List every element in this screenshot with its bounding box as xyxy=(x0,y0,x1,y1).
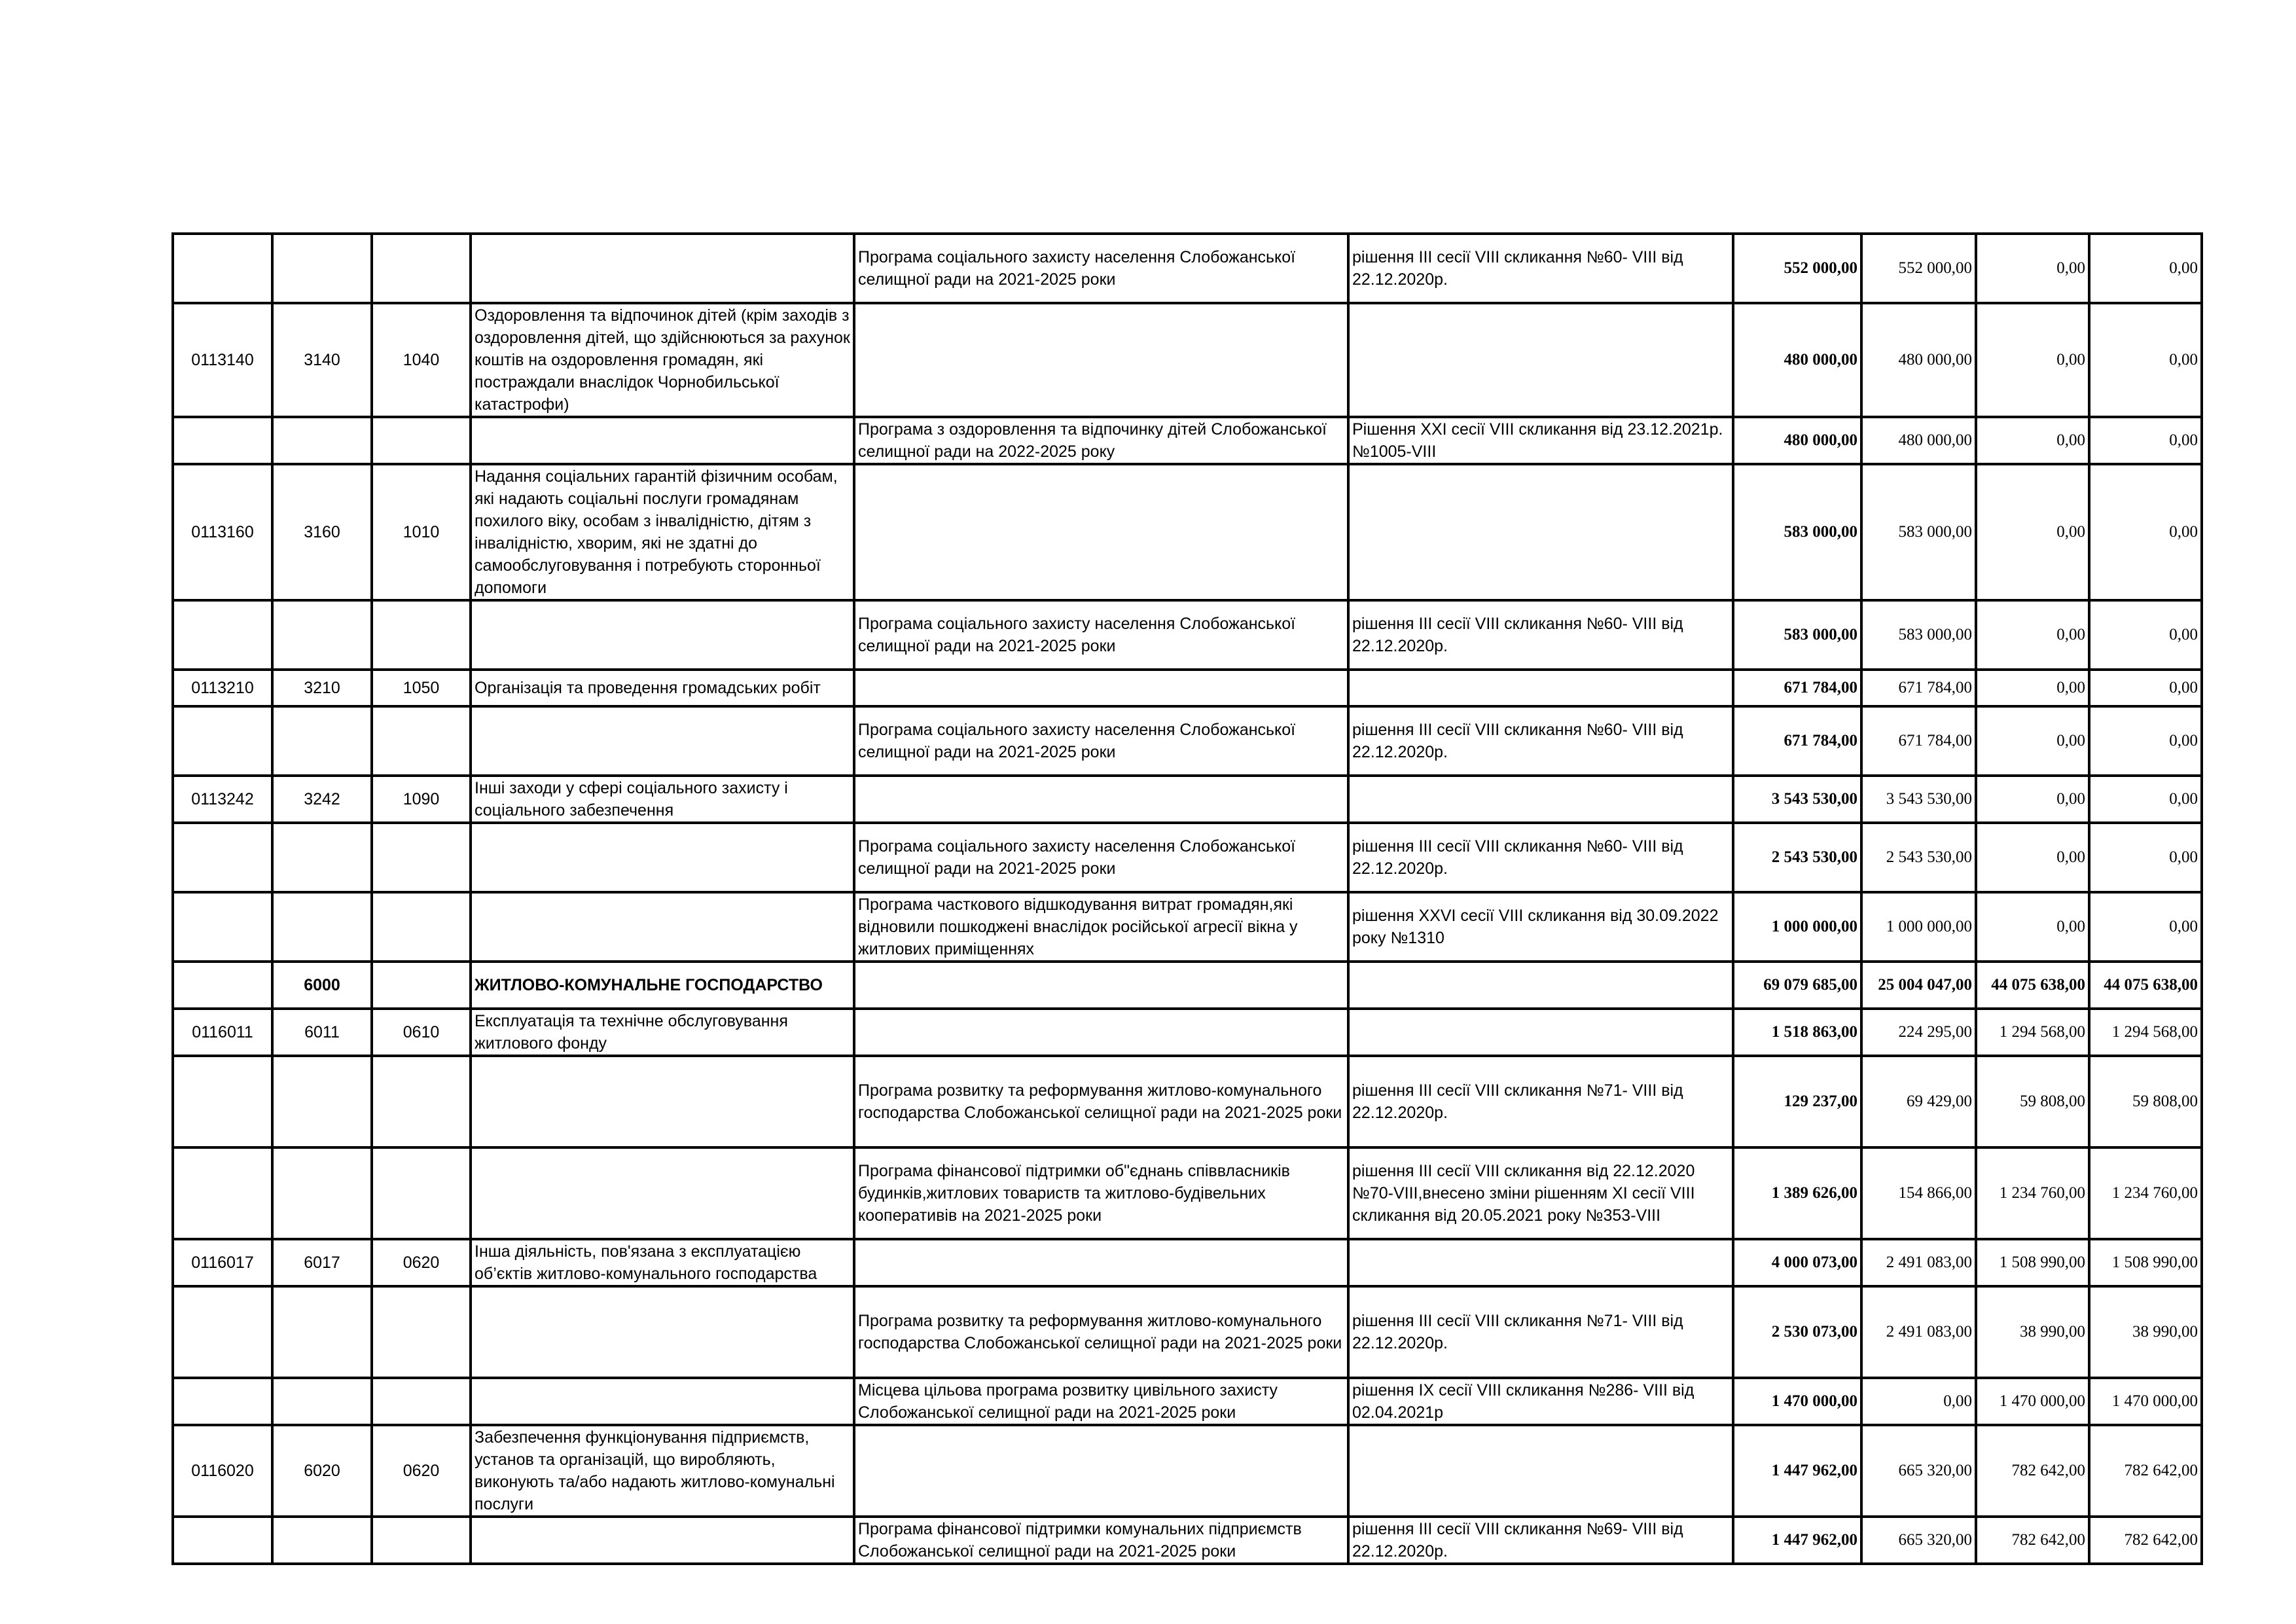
special-fund-cell: 0,00 xyxy=(1976,823,2089,892)
typical-program-code-cell xyxy=(272,417,372,464)
total-amount-cell: 69 079 685,00 xyxy=(1733,962,1861,1009)
approval-decision-cell: Рішення ХХІ сесії VIII скликання від 23.12.2021р. №1005-VIII xyxy=(1348,417,1733,464)
program-code-cell xyxy=(173,962,272,1009)
function-code-cell xyxy=(372,1286,471,1378)
special-fund-cell: 1 508 990,00 xyxy=(1976,1239,2089,1286)
function-code-cell xyxy=(372,1056,471,1147)
typical-program-code-cell xyxy=(272,1056,372,1147)
program-name-cell: ЖИТЛОВО-КОМУНАЛЬНЕ ГОСПОДАРСТВО xyxy=(471,962,854,1009)
program-code-cell: 0113160 xyxy=(173,464,272,600)
total-amount-cell: 2 530 073,00 xyxy=(1733,1286,1861,1378)
function-code-cell: 1050 xyxy=(372,670,471,706)
local-program-name-cell xyxy=(854,670,1348,706)
local-program-name-cell xyxy=(854,1239,1348,1286)
special-fund-cell: 0,00 xyxy=(1976,303,2089,417)
program-name-cell: Інша діяльність, пов'язана з експлуатацією об’єктів житлово-комунального господарства xyxy=(471,1239,854,1286)
function-code-cell xyxy=(372,962,471,1009)
program-name-cell xyxy=(471,600,854,670)
typical-program-code-cell xyxy=(272,600,372,670)
special-fund-cell: 59 808,00 xyxy=(1976,1056,2089,1147)
program-name-cell xyxy=(471,706,854,776)
total-amount-cell: 1 447 962,00 xyxy=(1733,1517,1861,1564)
total-amount-cell: 583 000,00 xyxy=(1733,600,1861,670)
table-row xyxy=(173,706,2202,776)
local-program-name-cell: Програма фінансової підтримки комунальних підприємств Слобожанської селищної ради на 2021-2025 роки xyxy=(854,1517,1348,1564)
local-program-name-cell xyxy=(854,303,1348,417)
general-fund-cell: 480 000,00 xyxy=(1861,417,1976,464)
typical-program-code-cell xyxy=(272,823,372,892)
typical-program-code-cell xyxy=(272,1378,372,1425)
local-program-name-cell: Програма соціального захисту населення Слобожанської селищної ради на 2021-2025 роки xyxy=(854,600,1348,670)
development-budget-cell: 0,00 xyxy=(2089,234,2202,303)
approval-decision-cell: рішення ІІІ сесії VIII скликання №60- VIII від 22.12.2020р. xyxy=(1348,234,1733,303)
function-code-cell xyxy=(372,234,471,303)
total-amount-cell: 1 447 962,00 xyxy=(1733,1425,1861,1517)
table-row xyxy=(173,670,2202,706)
function-code-cell xyxy=(372,417,471,464)
program-name-cell: Надання соціальних гарантій фізичним особам, які надають соціальні послуги громадянам похилого віку, особам з інвалідністю, дітям з інвалідністю, хворим, які не здатні до самообслуговування і потребують сторонньої допомоги xyxy=(471,464,854,600)
typical-program-code-cell xyxy=(272,892,372,962)
special-fund-cell: 0,00 xyxy=(1976,892,2089,962)
local-program-name-cell: Програма з оздоровлення та відпочинку дітей Слобожанської селищної ради на 2022-2025 року xyxy=(854,417,1348,464)
program-code-cell xyxy=(173,706,272,776)
program-code-cell xyxy=(173,600,272,670)
program-name-cell xyxy=(471,1147,854,1239)
development-budget-cell: 44 075 638,00 xyxy=(2089,962,2202,1009)
program-code-cell xyxy=(173,1378,272,1425)
local-program-name-cell: Програма розвитку та реформування житлово-комунального господарства Слобожанської селищної ради на 2021-2025 роки xyxy=(854,1056,1348,1147)
general-fund-cell: 583 000,00 xyxy=(1861,600,1976,670)
approval-decision-cell xyxy=(1348,1239,1733,1286)
function-code-cell xyxy=(372,1378,471,1425)
approval-decision-cell xyxy=(1348,670,1733,706)
local-program-name-cell xyxy=(854,776,1348,823)
typical-program-code-cell: 3140 xyxy=(272,303,372,417)
function-code-cell xyxy=(372,892,471,962)
function-code-cell: 0620 xyxy=(372,1239,471,1286)
development-budget-cell: 0,00 xyxy=(2089,600,2202,670)
typical-program-code-cell: 3210 xyxy=(272,670,372,706)
table-row xyxy=(173,464,2202,600)
budget-programs-table xyxy=(171,232,2203,1565)
special-fund-cell: 1 470 000,00 xyxy=(1976,1378,2089,1425)
development-budget-cell: 0,00 xyxy=(2089,776,2202,823)
total-amount-cell: 3 543 530,00 xyxy=(1733,776,1861,823)
total-amount-cell: 1 518 863,00 xyxy=(1733,1009,1861,1056)
development-budget-cell: 1 234 760,00 xyxy=(2089,1147,2202,1239)
approval-decision-cell: рішення ІІІ сесії VIII скликання №60- VIII від 22.12.2020р. xyxy=(1348,600,1733,670)
program-name-cell: Експлуатація та технічне обслуговування житлового фонду xyxy=(471,1009,854,1056)
general-fund-cell: 25 004 047,00 xyxy=(1861,962,1976,1009)
function-code-cell xyxy=(372,823,471,892)
special-fund-cell: 782 642,00 xyxy=(1976,1517,2089,1564)
special-fund-cell: 0,00 xyxy=(1976,776,2089,823)
general-fund-cell: 671 784,00 xyxy=(1861,670,1976,706)
general-fund-cell: 583 000,00 xyxy=(1861,464,1976,600)
table-row xyxy=(173,1378,2202,1425)
table-row xyxy=(173,1147,2202,1239)
total-amount-cell: 671 784,00 xyxy=(1733,706,1861,776)
program-code-cell xyxy=(173,1517,272,1564)
table-row xyxy=(173,1286,2202,1378)
development-budget-cell: 59 808,00 xyxy=(2089,1056,2202,1147)
special-fund-cell: 0,00 xyxy=(1976,670,2089,706)
typical-program-code-cell: 3242 xyxy=(272,776,372,823)
special-fund-cell: 44 075 638,00 xyxy=(1976,962,2089,1009)
development-budget-cell: 0,00 xyxy=(2089,892,2202,962)
function-code-cell xyxy=(372,600,471,670)
approval-decision-cell: рішення XXVI сесії VIII скликання від 30.09.2022 року №1310 xyxy=(1348,892,1733,962)
typical-program-code-cell: 6020 xyxy=(272,1425,372,1517)
program-code-cell: 0113242 xyxy=(173,776,272,823)
general-fund-cell: 480 000,00 xyxy=(1861,303,1976,417)
typical-program-code-cell xyxy=(272,1147,372,1239)
table-row xyxy=(173,1239,2202,1286)
total-amount-cell: 1 470 000,00 xyxy=(1733,1378,1861,1425)
program-name-cell xyxy=(471,823,854,892)
general-fund-cell: 2 491 083,00 xyxy=(1861,1239,1976,1286)
program-code-cell xyxy=(173,1056,272,1147)
development-budget-cell: 0,00 xyxy=(2089,303,2202,417)
total-amount-cell: 1 000 000,00 xyxy=(1733,892,1861,962)
local-program-name-cell: Програма часткового відшкодування витрат громадян,які відновили пошкоджені внаслідок російської агресії вікна у житлових приміщеннях xyxy=(854,892,1348,962)
program-name-cell xyxy=(471,1517,854,1564)
approval-decision-cell xyxy=(1348,1009,1733,1056)
typical-program-code-cell xyxy=(272,1517,372,1564)
approval-decision-cell: рішення ІІІ сесії VIII скликання №69- VIII від 22.12.2020р. xyxy=(1348,1517,1733,1564)
development-budget-cell: 0,00 xyxy=(2089,464,2202,600)
local-program-name-cell: Місцева цільова програма розвитку цивільного захисту Слобожанської селищної ради на 2021-2025 роки xyxy=(854,1378,1348,1425)
approval-decision-cell: рішення ІІІ сесії VIII скликання №60- VIII від 22.12.2020р. xyxy=(1348,823,1733,892)
program-code-cell: 0113210 xyxy=(173,670,272,706)
development-budget-cell: 782 642,00 xyxy=(2089,1425,2202,1517)
program-code-cell: 0116020 xyxy=(173,1425,272,1517)
general-fund-cell: 671 784,00 xyxy=(1861,706,1976,776)
program-name-cell xyxy=(471,1056,854,1147)
total-amount-cell: 552 000,00 xyxy=(1733,234,1861,303)
table-row xyxy=(173,1009,2202,1056)
special-fund-cell: 0,00 xyxy=(1976,600,2089,670)
special-fund-cell: 1 294 568,00 xyxy=(1976,1009,2089,1056)
special-fund-cell: 0,00 xyxy=(1976,417,2089,464)
local-program-name-cell xyxy=(854,464,1348,600)
program-name-cell xyxy=(471,234,854,303)
budget-document-page xyxy=(171,232,2200,1565)
typical-program-code-cell: 3160 xyxy=(272,464,372,600)
program-name-cell: Оздоровлення та відпочинок дітей (крім заходів з оздоровлення дітей, що здійснюються за рахунок коштів на оздоровлення громадян, які постраждали внаслідок Чорнобильської катастрофи) xyxy=(471,303,854,417)
table-row xyxy=(173,303,2202,417)
local-program-name-cell: Програма соціального захисту населення Слобожанської селищної ради на 2021-2025 роки xyxy=(854,706,1348,776)
special-fund-cell: 782 642,00 xyxy=(1976,1425,2089,1517)
total-amount-cell: 480 000,00 xyxy=(1733,417,1861,464)
function-code-cell xyxy=(372,1147,471,1239)
local-program-name-cell: Програма фінансової підтримки об"єднань співвласників будинків,житлових товариств та житлово-будівельних кооперативів на 2021-2025 роки xyxy=(854,1147,1348,1239)
table-row xyxy=(173,1425,2202,1517)
approval-decision-cell: рішення ІІІ сесії VIII скликання №71- VIII від 22.12.2020р. xyxy=(1348,1286,1733,1378)
function-code-cell: 1040 xyxy=(372,303,471,417)
program-code-cell xyxy=(173,234,272,303)
approval-decision-cell xyxy=(1348,1425,1733,1517)
function-code-cell: 0610 xyxy=(372,1009,471,1056)
typical-program-code-cell: 6017 xyxy=(272,1239,372,1286)
approval-decision-cell: рішення ІІІ сесії VIII скликання №71- VIII від 22.12.2020р. xyxy=(1348,1056,1733,1147)
table-row xyxy=(173,600,2202,670)
general-fund-cell: 0,00 xyxy=(1861,1378,1976,1425)
program-code-cell xyxy=(173,1147,272,1239)
general-fund-cell: 665 320,00 xyxy=(1861,1517,1976,1564)
total-amount-cell: 4 000 073,00 xyxy=(1733,1239,1861,1286)
general-fund-cell: 224 295,00 xyxy=(1861,1009,1976,1056)
general-fund-cell: 154 866,00 xyxy=(1861,1147,1976,1239)
table-row xyxy=(173,417,2202,464)
general-fund-cell: 69 429,00 xyxy=(1861,1056,1976,1147)
total-amount-cell: 480 000,00 xyxy=(1733,303,1861,417)
program-name-cell xyxy=(471,1286,854,1378)
table-row xyxy=(173,234,2202,303)
approval-decision-cell: рішення ІІІ сесії VIII скликання від 22.12.2020 №70-VIII,внесено зміни рішенням ХІ сесії VIII скликання від 20.05.2021 року №353-VIII xyxy=(1348,1147,1733,1239)
program-name-cell xyxy=(471,892,854,962)
program-name-cell xyxy=(471,417,854,464)
table-row xyxy=(173,892,2202,962)
local-program-name-cell: Програма соціального захисту населення Слобожанської селищної ради на 2021-2025 роки xyxy=(854,823,1348,892)
function-code-cell: 0620 xyxy=(372,1425,471,1517)
total-amount-cell: 1 389 626,00 xyxy=(1733,1147,1861,1239)
program-code-cell xyxy=(173,892,272,962)
function-code-cell xyxy=(372,706,471,776)
development-budget-cell: 1 508 990,00 xyxy=(2089,1239,2202,1286)
general-fund-cell: 552 000,00 xyxy=(1861,234,1976,303)
approval-decision-cell: рішення ІХ сесії VIII скликання №286- VIII від 02.04.2021р xyxy=(1348,1378,1733,1425)
function-code-cell: 1010 xyxy=(372,464,471,600)
typical-program-code-cell: 6011 xyxy=(272,1009,372,1056)
general-fund-cell: 3 543 530,00 xyxy=(1861,776,1976,823)
typical-program-code-cell xyxy=(272,234,372,303)
special-fund-cell: 0,00 xyxy=(1976,464,2089,600)
table-row xyxy=(173,962,2202,1009)
table-row xyxy=(173,823,2202,892)
special-fund-cell: 0,00 xyxy=(1976,234,2089,303)
total-amount-cell: 671 784,00 xyxy=(1733,670,1861,706)
program-code-cell: 0113140 xyxy=(173,303,272,417)
local-program-name-cell xyxy=(854,1425,1348,1517)
total-amount-cell: 2 543 530,00 xyxy=(1733,823,1861,892)
program-code-cell: 0116011 xyxy=(173,1009,272,1056)
typical-program-code-cell xyxy=(272,706,372,776)
general-fund-cell: 2 543 530,00 xyxy=(1861,823,1976,892)
function-code-cell xyxy=(372,1517,471,1564)
program-name-cell xyxy=(471,1378,854,1425)
development-budget-cell: 0,00 xyxy=(2089,706,2202,776)
total-amount-cell: 583 000,00 xyxy=(1733,464,1861,600)
program-code-cell xyxy=(173,823,272,892)
table-row xyxy=(173,1056,2202,1147)
program-name-cell: Інші заходи у сфері соціального захисту і соціального забезпечення xyxy=(471,776,854,823)
local-program-name-cell xyxy=(854,962,1348,1009)
table-row xyxy=(173,1517,2202,1564)
program-code-cell xyxy=(173,417,272,464)
general-fund-cell: 665 320,00 xyxy=(1861,1425,1976,1517)
function-code-cell: 1090 xyxy=(372,776,471,823)
approval-decision-cell xyxy=(1348,303,1733,417)
approval-decision-cell xyxy=(1348,776,1733,823)
special-fund-cell: 1 234 760,00 xyxy=(1976,1147,2089,1239)
table-body xyxy=(173,234,2202,1564)
development-budget-cell: 0,00 xyxy=(2089,417,2202,464)
development-budget-cell: 782 642,00 xyxy=(2089,1517,2202,1564)
approval-decision-cell xyxy=(1348,962,1733,1009)
approval-decision-cell: рішення ІІІ сесії VIII скликання №60- VIII від 22.12.2020р. xyxy=(1348,706,1733,776)
special-fund-cell: 0,00 xyxy=(1976,706,2089,776)
development-budget-cell: 0,00 xyxy=(2089,670,2202,706)
program-code-cell xyxy=(173,1286,272,1378)
total-amount-cell: 129 237,00 xyxy=(1733,1056,1861,1147)
approval-decision-cell xyxy=(1348,464,1733,600)
local-program-name-cell: Програма розвитку та реформування житлово-комунального господарства Слобожанської селищної ради на 2021-2025 роки xyxy=(854,1286,1348,1378)
typical-program-code-cell xyxy=(272,1286,372,1378)
program-name-cell: Забезпечення функціонування підприємств, установ та організацій, що виробляють, виконують та/або надають житлово-комунальні послуги xyxy=(471,1425,854,1517)
general-fund-cell: 2 491 083,00 xyxy=(1861,1286,1976,1378)
general-fund-cell: 1 000 000,00 xyxy=(1861,892,1976,962)
local-program-name-cell xyxy=(854,1009,1348,1056)
development-budget-cell: 1 294 568,00 xyxy=(2089,1009,2202,1056)
development-budget-cell: 0,00 xyxy=(2089,823,2202,892)
program-name-cell: Організація та проведення громадських робіт xyxy=(471,670,854,706)
special-fund-cell: 38 990,00 xyxy=(1976,1286,2089,1378)
development-budget-cell: 1 470 000,00 xyxy=(2089,1378,2202,1425)
table-row xyxy=(173,776,2202,823)
development-budget-cell: 38 990,00 xyxy=(2089,1286,2202,1378)
local-program-name-cell: Програма соціального захисту населення Слобожанської селищної ради на 2021-2025 роки xyxy=(854,234,1348,303)
program-code-cell: 0116017 xyxy=(173,1239,272,1286)
typical-program-code-cell: 6000 xyxy=(272,962,372,1009)
